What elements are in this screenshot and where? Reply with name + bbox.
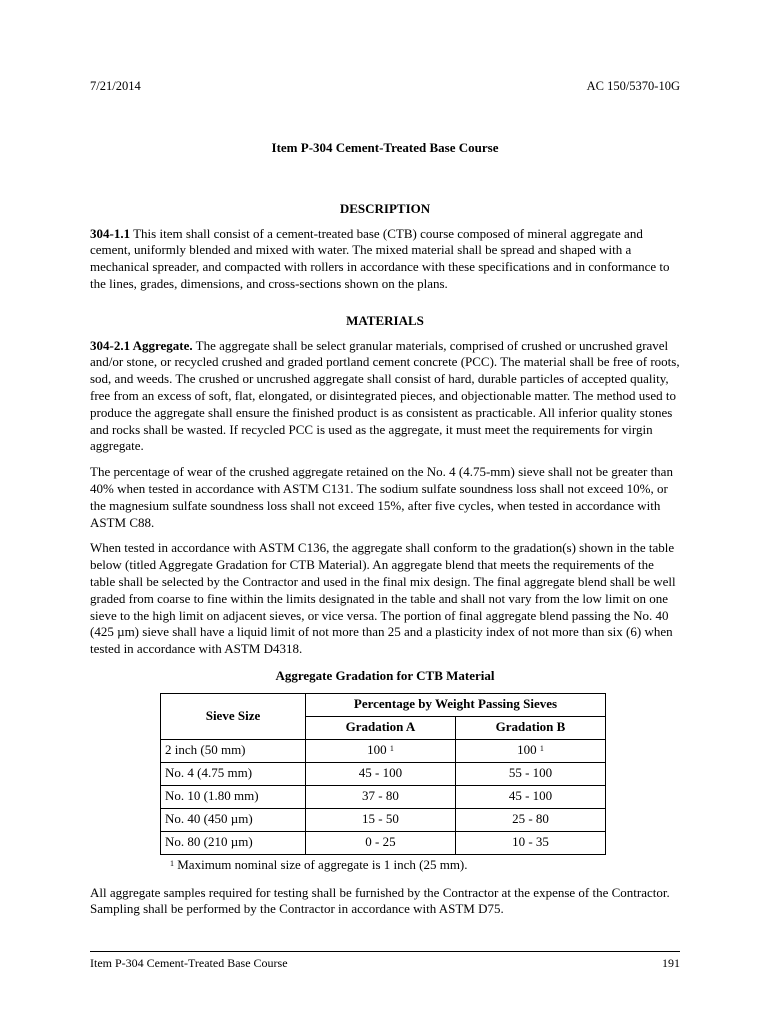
cell-sieve: 2 inch (50 mm) bbox=[161, 739, 306, 762]
table-row bbox=[161, 831, 606, 854]
col-header-sieve: Sieve Size bbox=[161, 693, 306, 739]
page-title: Item P-304 Cement-Treated Base Course bbox=[271, 140, 499, 155]
col-header-b: Gradation B bbox=[455, 716, 605, 739]
aggregate-label: 304-2.1 Aggregate. bbox=[90, 337, 193, 353]
table-footnote: $^1$ Maximum nominal size of aggregate is 1 inch (25 mm). bbox=[170, 856, 468, 872]
table-row bbox=[161, 785, 606, 808]
table-row bbox=[161, 739, 606, 762]
description-paragraph bbox=[90, 226, 680, 293]
table-row bbox=[161, 762, 606, 785]
cell-sieve: No. 80 (210 µm) bbox=[161, 831, 306, 854]
footer-title: Item P-304 Cement-Treated Base Course bbox=[90, 956, 288, 970]
cell-a: 0 - 25 bbox=[305, 831, 455, 854]
cell-b: 25 - 80 bbox=[455, 808, 605, 831]
cell-a: 15 - 50 bbox=[305, 808, 455, 831]
aggregate-text: The aggregate shall be select granular materials, comprised of crushed or uncrushed gravel and/or stone, or recycled crushed and graded portland cement concrete (PCC). The material shall be free of roots, sod, and weeds. The crushed or uncrushed aggregate shall consist of hard, durable particles of accepted quality, free from an excess of soft, flat, elongated, or disintegrated pieces, and objectionable matter. The method used to produce the aggregate shall ensure the finished product is as consistent as practicable. All inferior quality stones and rocks shall be wasted. If recycled PCC is used as the aggregate, it must meet the requirements for virgin aggregate. bbox=[90, 337, 680, 454]
footer-rule bbox=[90, 951, 680, 952]
header-doc-id: AC 150/5370-10G bbox=[586, 79, 680, 93]
cell-sieve: No. 4 (4.75 mm) bbox=[161, 762, 306, 785]
cell-a: 45 - 100 bbox=[305, 762, 455, 785]
samples-paragraph: All aggregate samples required for testing shall be furnished by the Contractor at the expense of the Contractor. Sampling shall be performed by the Contractor in accordance with ASTM D75. bbox=[90, 884, 670, 917]
aggregate-paragraph bbox=[90, 338, 680, 456]
description-heading: DESCRIPTION bbox=[339, 200, 431, 216]
footer-page-number: 191 bbox=[662, 956, 680, 970]
description-label: 304-1.1 bbox=[90, 225, 131, 241]
cell-sieve: No. 10 (1.80 mm) bbox=[161, 785, 306, 808]
cell-b: 45 - 100 bbox=[455, 785, 605, 808]
cell-b: 55 - 100 bbox=[455, 762, 605, 785]
table-row bbox=[161, 808, 606, 831]
header-date: 7/21/2014 bbox=[90, 79, 141, 93]
description-text: This item shall consist of a cement-treated base (CTB) course composed of mineral aggregate and cement, uniformly blended and mixed with water. The mixed material shall be spread and shaped with a mechanical spreader, and compacted with rollers in accordance with these specifications and in conformance to the lines, grades, dimensions, and cross-sections shown on the plans. bbox=[90, 225, 670, 291]
gradation-table bbox=[160, 693, 606, 855]
cell-a: 100 $^1$ bbox=[305, 739, 455, 762]
document-body bbox=[90, 140, 680, 927]
cell-b: 100 $^1$ bbox=[455, 739, 605, 762]
cell-a: 37 - 80 bbox=[305, 785, 455, 808]
gradation-paragraph: When tested in accordance with ASTM C136, the aggregate shall conform to the gradation(s) shown in the table below (titled Aggregate Gradation for CTB Material). An aggregate blend that meets the requirements of the table shall be selected by the Contractor and used in the final mix design. The final aggregate blend shall be well graded from coarse to fine within the limits designated in the table and shall not vary from the low limit on one sieve to the high limit on adjacent sieves, or vice versa. The portion of final aggregate blend passing the No. 40 (425 µm) sieve shall have a liquid limit of not more than 25 and a plasticity index of not more than six (6) when tested in accordance with ASTM D4318. bbox=[90, 540, 676, 657]
materials-heading: MATERIALS bbox=[346, 312, 424, 328]
col-header-a: Gradation A bbox=[305, 716, 455, 739]
col-header-group: Percentage by Weight Passing Sieves bbox=[305, 693, 605, 716]
cell-sieve: No. 40 (450 µm) bbox=[161, 808, 306, 831]
cell-b: 10 - 35 bbox=[455, 831, 605, 854]
table-caption: Aggregate Gradation for CTB Material bbox=[275, 667, 495, 683]
wear-paragraph: The percentage of wear of the crushed aggregate retained on the No. 4 (4.75-mm) sieve shall not be greater than 40% when tested in accordance with ASTM C131. The sodium sulfate soundness loss shall not exceed 10%, or the magnesium sulfate soundness loss shall not exceed 15%, after five cycles, when tested in accordance with ASTM C88. bbox=[90, 464, 673, 530]
